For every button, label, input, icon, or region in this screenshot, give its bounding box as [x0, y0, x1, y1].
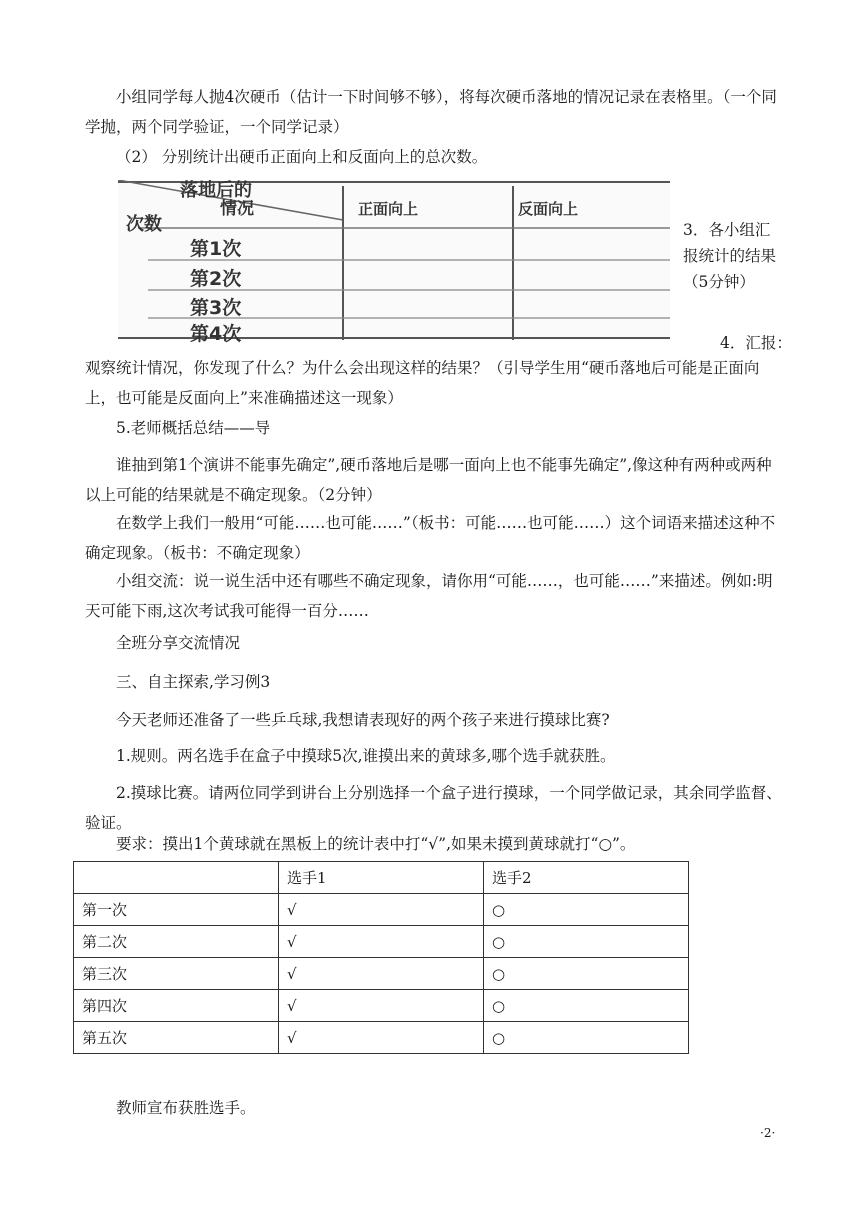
table-cell: ○	[484, 894, 689, 926]
paragraph-class-share: 全班分享交流情况	[116, 634, 241, 652]
table-cell: √	[279, 990, 484, 1022]
paragraph-ping-pong-intro: 今天老师还准备了一些乒乓球,我想请表现好的两个孩子来进行摸球比赛?	[116, 711, 610, 729]
table-cell: 第五次	[74, 1022, 279, 1054]
table-cell: √	[279, 1022, 484, 1054]
table-row	[74, 958, 689, 990]
coin-table-row-2: 第2次	[190, 268, 242, 290]
table-header-cell: 选手1	[279, 862, 484, 894]
table-header-cell	[74, 862, 279, 894]
paragraph-group-discussion: 小组交流：说一说生活中还有哪些不确定现象，请你用“可能……，也可能……”来描述。例如:明天可能下雨,这次考试我可能得一百分……	[85, 572, 773, 620]
paragraph-math-expression: 在数学上我们一般用“可能……也可能……”（板书：可能……也可能……）这个词语来描述这种不确定现象。（板书：不确定现象）	[85, 514, 776, 562]
table-cell: √	[279, 926, 484, 958]
coin-table-col-front: 正面向上	[358, 200, 419, 218]
table-row	[74, 862, 689, 894]
paragraph-count-totals: （2） 分别统计出硬币正面向上和反面向上的总次数。	[116, 148, 488, 166]
paragraph-observation: 观察统计情况，你发现了什么？为什么会出现这样的结果？（引导学生用“硬币落地后可能是正面向上，也可能是反面向上”来准确描述这一现象）	[85, 359, 760, 407]
coin-table-row-header: 次数	[126, 214, 162, 235]
coin-result-table-image	[118, 180, 670, 345]
table-row	[74, 926, 689, 958]
coin-table-row-1: 第1次	[190, 238, 242, 260]
table-cell: ○	[484, 926, 689, 958]
table-cell: √	[279, 894, 484, 926]
paragraph-ball-game: 2.摸球比赛。请两位同学到讲台上分别选择一个盒子进行摸球，一个同学做记录，其余同学监督、验证。	[85, 784, 782, 832]
table-cell: 第二次	[74, 926, 279, 958]
table-header-cell: 选手2	[484, 862, 689, 894]
paragraph-teacher-summary: 5.老师概括总结——导	[116, 419, 271, 437]
side-text-report-heading: 4．汇报：	[720, 334, 792, 352]
side-text-report-results: 3．各小组汇报统计的结果（5分钟）	[683, 221, 777, 291]
table-cell: 第三次	[74, 958, 279, 990]
table-row	[74, 894, 689, 926]
table-cell: ○	[484, 958, 689, 990]
table-cell: 第一次	[74, 894, 279, 926]
coin-table-row-3: 第3次	[190, 297, 242, 319]
paragraph-rules: 1.规则。两名选手在盒子中摸球5次,谁摸出来的黄球多,哪个选手就获胜。	[116, 747, 616, 765]
page-number: ·2·	[760, 1126, 776, 1140]
table-row	[74, 1022, 689, 1054]
table-cell: ○	[484, 990, 689, 1022]
ball-result-table	[73, 861, 689, 1054]
coin-table-header-top: 落地后的	[180, 180, 252, 201]
table-row	[74, 990, 689, 1022]
paragraph-uncertain-definition: 谁抽到第1个演讲不能事先确定”,硬币落地后是哪一面向上也不能事先确定”,像这种有两种或两种以上可能的结果就是不确定现象。（2分钟）	[85, 456, 772, 504]
paragraph-announce-winner: 教师宣布获胜选手。	[116, 1099, 256, 1117]
coin-table-header-bottom: 情况	[220, 199, 254, 219]
coin-table-row-4: 第4次	[190, 323, 242, 345]
table-cell: √	[279, 958, 484, 990]
table-cell: 第四次	[74, 990, 279, 1022]
section-heading-example-3: 三、自主探索,学习例3	[116, 673, 271, 691]
paragraph-coin-toss: 小组同学每人抛4次硬币（估计一下时间够不够），将每次硬币落地的情况记录在表格里。（一个同学抛，两个同学验证，一个同学记录）	[85, 88, 777, 136]
coin-table-col-back: 反面向上	[518, 200, 579, 218]
table-cell: ○	[484, 1022, 689, 1054]
paragraph-requirement: 要求：摸出1个黄球就在黑板上的统计表中打“√”,如果未摸到黄球就打“○”。	[116, 835, 636, 853]
